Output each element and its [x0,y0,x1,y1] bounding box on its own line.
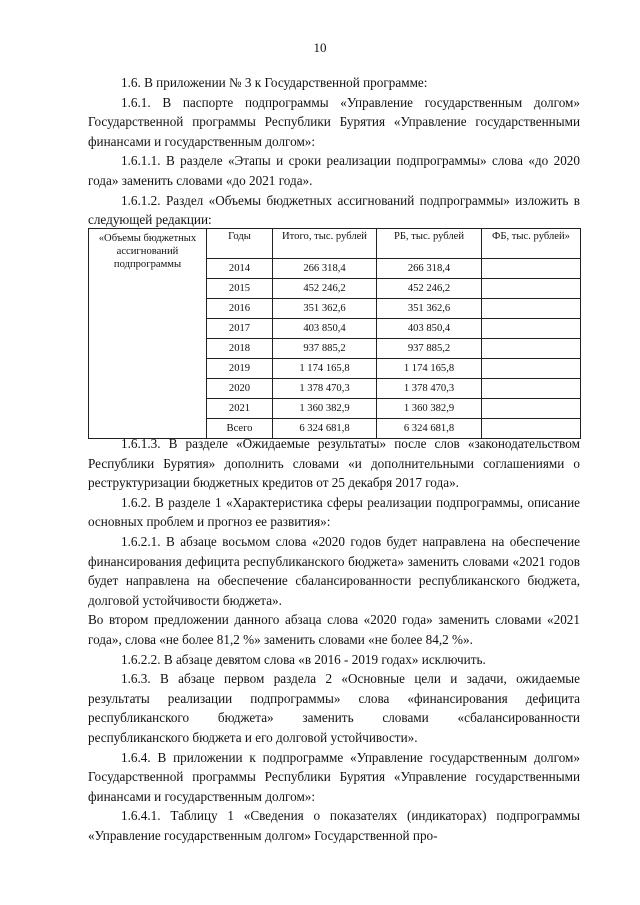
rb-cell: 1 360 382,9 [377,399,482,419]
paragraph: Во втором предложении данного абзаца слова «2020 года» заменить словами «2021 года», слова «не более 81,2 %» заменить словами «не более 84,2 %». [88,612,580,647]
total-cell: 1 360 382,9 [273,399,377,419]
total-cell: 6 324 681,8 [273,419,377,439]
column-header-fb: ФБ, тыс. рублей» [482,229,581,259]
total-cell: 1 378 470,3 [273,379,377,399]
year-cell: 2021 [207,399,273,419]
total-cell: 452 246,2 [273,279,377,299]
paragraph: 1.6.1.2. Раздел «Объемы бюджетных ассигнований подпрограммы» изложить в следующей редакции: [88,192,580,228]
table-row-label: «Объемы бюджетных ассигнований подпрограммы [89,229,207,439]
bottom-text-block [88,434,580,845]
year-cell: 2018 [207,339,273,359]
page-number: 10 [313,40,327,55]
year-cell: 2017 [207,319,273,339]
column-header-years: Годы [207,229,273,259]
paragraph: 1.6.4. В приложении к подпрограмме «Управление государственным долгом» Государственной программы Республики Бурятия «Управление государственными финансами и государственным долгом»: [88,749,580,804]
fb-cell [482,259,581,279]
budget-allocations-table [88,228,581,439]
total-cell: 1 174 165,8 [273,359,377,379]
year-cell: 2015 [207,279,273,299]
total-cell: 351 362,6 [273,299,377,319]
fb-cell [482,279,581,299]
rb-cell: 6 324 681,8 [377,419,482,439]
total-cell: 266 318,4 [273,259,377,279]
top-text-block [88,73,580,230]
year-cell: 2016 [207,299,273,319]
rb-cell: 351 362,6 [377,299,482,319]
paragraph: 1.6.1.3. В разделе «Ожидаемые результаты» после слов «законодательством Республики Бурятия» дополнить словами «и дополнительными соглашениями о реструктуризации бюджетных кредитов от 25 декабря 2017 года». [88,436,580,491]
paragraph: 1.6.1.1. В разделе «Этапы и сроки реализации подпрограммы» слова «до 2020 года» заменить словами «до 2021 года». [88,153,580,188]
rb-cell: 266 318,4 [377,259,482,279]
paragraph: 1.6. В приложении № 3 к Государственной программе: [121,75,428,90]
fb-cell [482,339,581,359]
table-header-row [89,229,581,259]
rb-cell: 1 378 470,3 [377,379,482,399]
column-header-total: Итого, тыс. рублей [273,229,377,259]
total-cell: 403 850,4 [273,319,377,339]
fb-cell [482,359,581,379]
year-cell: 2014 [207,259,273,279]
year-cell: 2019 [207,359,273,379]
paragraph: 1.6.2. В разделе 1 «Характеристика сферы реализации подпрограммы, описание основных проблем и прогноз ее развития»: [88,494,580,530]
column-header-rb: РБ, тыс. рублей [377,229,482,259]
paragraph: 1.6.2.1. В абзаце восьмом слова «2020 годов будет направлена на обеспечение финансирования дефицита республиканского бюджета» заменить словами «2021 годов будет направлена на обеспечение сбалансированности республиканского бюджета, долговой устойчивости бюджета». [88,533,580,608]
paragraph: 1.6.3. В абзаце первом раздела 2 «Основные цели и задачи, ожидаемые результаты реализации подпрограммы» слова «финансирования дефицита республиканского бюджета» заменить словами «сбалансированности республиканского бюджета и его долговой устойчивости». [88,671,580,745]
total-cell: 937 885,2 [273,339,377,359]
fb-cell [482,379,581,399]
paragraph: 1.6.2.2. В абзаце девятом слова «в 2016 - 2019 годах» исключить. [121,651,486,667]
rb-cell: 937 885,2 [377,339,482,359]
fb-cell [482,299,581,319]
rb-cell: 1 174 165,8 [377,359,482,379]
rb-cell: 403 850,4 [377,319,482,339]
fb-cell [482,399,581,419]
year-cell: 2020 [207,379,273,399]
rb-cell: 452 246,2 [377,279,482,299]
fb-cell [482,319,581,339]
paragraph: 1.6.1. В паспорте подпрограммы «Управление государственным долгом» Государственной программы Республики Бурятия «Управление государственными финансами и государственным долгом»: [88,94,580,149]
paragraph: 1.6.4.1. Таблицу 1 «Сведения о показателях (индикаторах) подпрограммы «Управление государственным долгом» Государственной про- [88,808,580,843]
year-cell: Всего [207,419,273,439]
